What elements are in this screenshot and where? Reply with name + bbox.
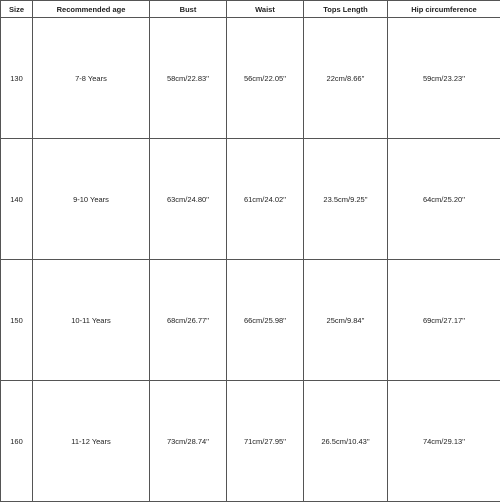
table-row [1,381,500,502]
header-waist: Waist [227,1,304,18]
cell-hip-circumference: 69cm/27.17'' [388,260,500,381]
header-size: Size [1,1,33,18]
cell-recommended-age: 10-11 Years [33,260,150,381]
cell-hip-circumference: 59cm/23.23'' [388,18,500,139]
header-recommended-age: Recommended age [33,1,150,18]
cell-bust: 68cm/26.77'' [150,260,227,381]
cell-waist: 71cm/27.95'' [227,381,304,502]
cell-hip-circumference: 64cm/25.20'' [388,139,500,260]
cell-recommended-age: 11-12 Years [33,381,150,502]
cell-size: 150 [1,260,33,381]
cell-tops-length: 26.5cm/10.43'' [304,381,388,502]
cell-recommended-age: 7-8 Years [33,18,150,139]
cell-recommended-age: 9-10 Years [33,139,150,260]
cell-bust: 58cm/22.83'' [150,18,227,139]
table-row [1,18,500,139]
header-hip-circumference: Hip circumference [388,1,500,18]
cell-waist: 61cm/24.02'' [227,139,304,260]
table-row [1,139,500,260]
table-header-row [1,1,500,18]
cell-bust: 63cm/24.80'' [150,139,227,260]
cell-size: 160 [1,381,33,502]
table-row [1,260,500,381]
cell-waist: 66cm/25.98'' [227,260,304,381]
cell-size: 140 [1,139,33,260]
header-bust: Bust [150,1,227,18]
cell-waist: 56cm/22.05'' [227,18,304,139]
cell-tops-length: 23.5cm/9.25'' [304,139,388,260]
cell-tops-length: 22cm/8.66'' [304,18,388,139]
cell-tops-length: 25cm/9.84'' [304,260,388,381]
cell-hip-circumference: 74cm/29.13'' [388,381,500,502]
cell-size: 130 [1,18,33,139]
cell-bust: 73cm/28.74'' [150,381,227,502]
header-tops-length: Tops Length [304,1,388,18]
